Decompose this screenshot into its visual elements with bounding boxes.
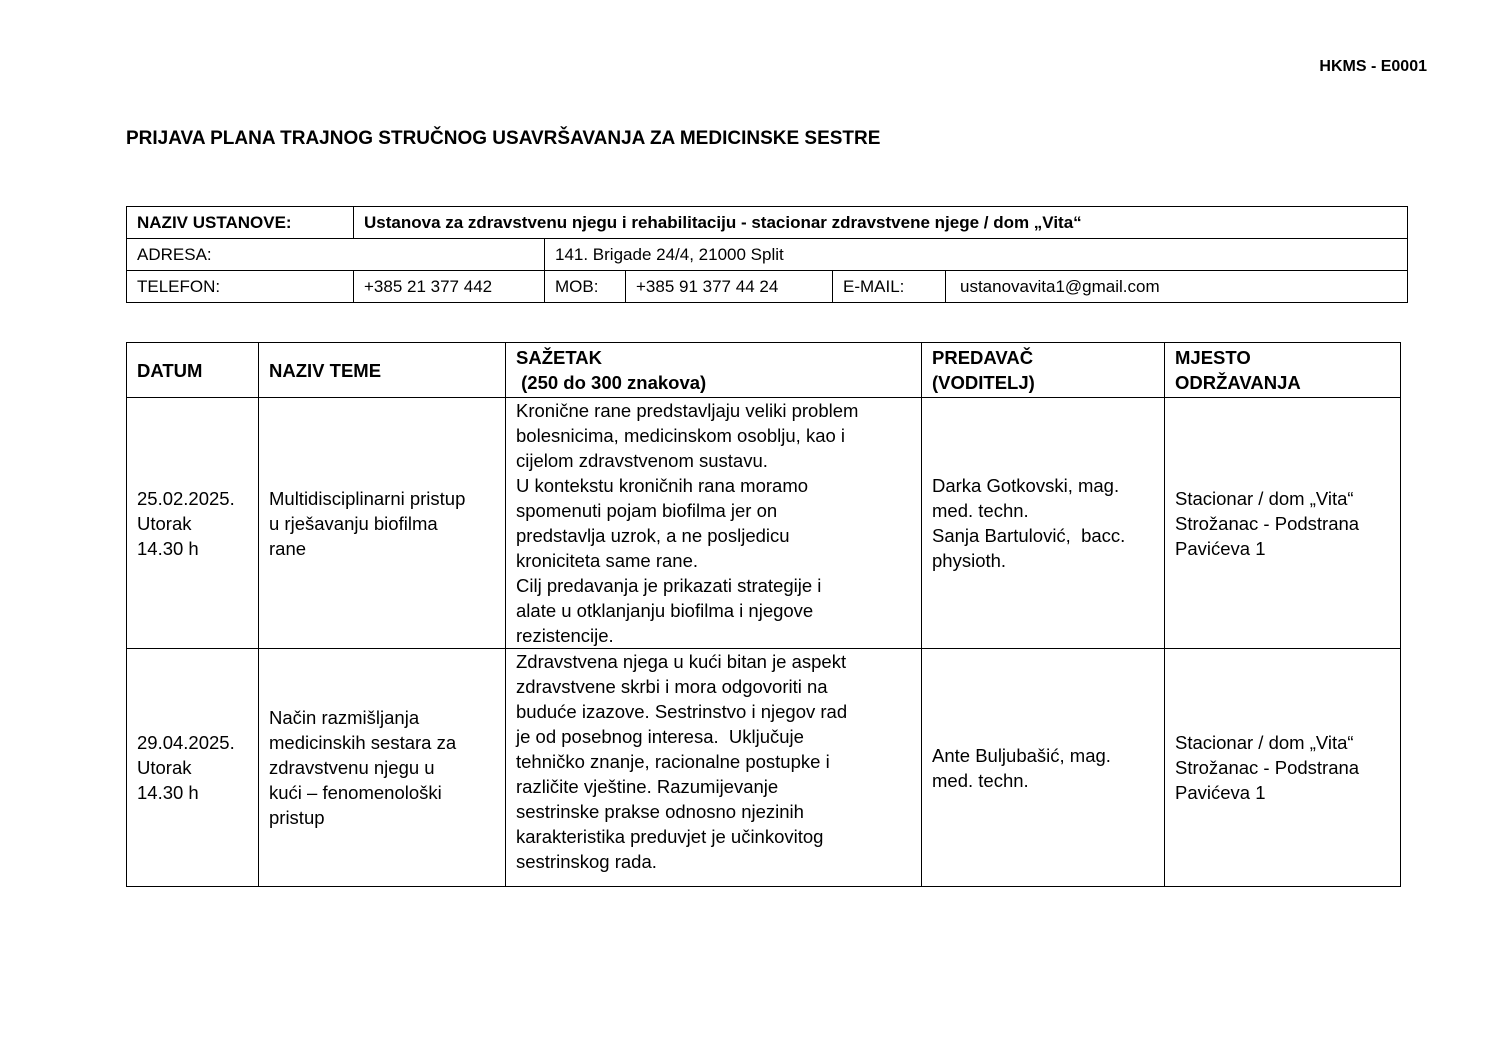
institution-name-row bbox=[127, 207, 1408, 239]
institution-name-value: Ustanova za zdravstvenu njegu i rehabilitaciju - stacionar zdravstvene njege / dom „Vita“ bbox=[354, 207, 1408, 239]
phone-value: +385 21 377 442 bbox=[354, 271, 545, 303]
plan-row bbox=[127, 649, 1401, 887]
summary-line: alate u otklanjanju biofilma i njegove bbox=[516, 600, 814, 621]
topic-line: u rješavanju biofilma bbox=[269, 512, 438, 534]
phone-label: TELEFON: bbox=[127, 271, 354, 303]
topic-line: medicinskih sestara za bbox=[269, 732, 457, 753]
mob-label: MOB: bbox=[545, 271, 626, 303]
header-place-line2: ODRŽAVANJA bbox=[1175, 372, 1301, 393]
email-label: E-MAIL: bbox=[833, 271, 946, 303]
summary-line: rezistencije. bbox=[516, 625, 614, 646]
lecturer-cell bbox=[922, 398, 1165, 649]
summary-line: bolesnicima, medicinskom osoblju, kao i bbox=[516, 425, 846, 446]
topic-line: pristup bbox=[269, 807, 325, 828]
date-line: 29.04.2025. bbox=[137, 732, 235, 753]
plan-row bbox=[127, 398, 1401, 649]
email-value: ustanovavita1@gmail.com bbox=[946, 271, 1408, 303]
summary-line: karakteristika preduvjet je učinkovitog bbox=[516, 826, 824, 847]
place-line: Stacionar / dom „Vita“ bbox=[1175, 732, 1354, 753]
header-summary-line1: SAŽETAK bbox=[516, 347, 602, 368]
header-summary bbox=[506, 343, 922, 398]
summary-line: sestrinskog rada. bbox=[516, 851, 657, 872]
header-topic: NAZIV TEME bbox=[259, 343, 506, 398]
document-code: HKMS - E0001 bbox=[1319, 58, 1427, 75]
address-value: 141. Brigade 24/4, 21000 Split bbox=[545, 239, 1408, 271]
place-line: Stacionar / dom „Vita“ bbox=[1175, 487, 1354, 509]
lecturer-line: Sanja Bartulović, bacc. bbox=[932, 525, 1126, 546]
place-line: Strožanac - Podstrana bbox=[1175, 512, 1360, 534]
summary-cell bbox=[506, 649, 922, 887]
summary-line: predstavlja uzrok, a ne posljedicu bbox=[516, 525, 790, 546]
lecturer-line: Darka Gotkovski, mag. bbox=[932, 475, 1120, 496]
summary-line: tehničko znanje, racionalne postupke i bbox=[516, 751, 830, 772]
place-line: Pavićeva 1 bbox=[1175, 537, 1266, 559]
address-label: ADRESA: bbox=[127, 239, 545, 271]
place-cell bbox=[1165, 398, 1401, 649]
time-line: 14.30 h bbox=[137, 537, 199, 559]
page-title: PRIJAVA PLANA TRAJNOG STRUČNOG USAVRŠAVANJA ZA MEDICINSKE SESTRE bbox=[126, 128, 881, 149]
lecturer-line: Ante Buljubašić, mag. bbox=[932, 744, 1111, 766]
lecturer-line: physioth. bbox=[932, 550, 1007, 571]
summary-line: U kontekstu kroničnih rana moramo bbox=[516, 475, 809, 496]
day-line: Utorak bbox=[137, 757, 192, 778]
lecturer-line: med. techn. bbox=[932, 500, 1029, 521]
topic-line: Multidisciplinarni pristup bbox=[269, 487, 466, 509]
place-line: Pavićeva 1 bbox=[1175, 782, 1266, 803]
date-cell bbox=[127, 649, 259, 887]
institution-table bbox=[126, 206, 1408, 303]
summary-cell bbox=[506, 398, 922, 649]
day-line: Utorak bbox=[137, 512, 192, 534]
header-lecturer-line2: (VODITELJ) bbox=[932, 372, 1035, 393]
education-plan-table bbox=[126, 342, 1401, 887]
summary-line: je od posebnog interesa. Uključuje bbox=[516, 726, 804, 747]
summary-line: zdravstvene skrbi i mora odgovoriti na bbox=[516, 676, 828, 697]
summary-line: spomenuti pojam biofilma jer on bbox=[516, 500, 778, 521]
summary-line: Zdravstvena njega u kući bitan je aspekt bbox=[516, 651, 847, 672]
topic-cell bbox=[259, 649, 506, 887]
header-lecturer bbox=[922, 343, 1165, 398]
summary-line: različite vještine. Razumijevanje bbox=[516, 776, 779, 797]
summary-line: Cilj predavanja je prikazati strategije i bbox=[516, 575, 822, 596]
header-place-line1: MJESTO bbox=[1175, 347, 1251, 368]
place-cell bbox=[1165, 649, 1401, 887]
date-line: 25.02.2025. bbox=[137, 487, 235, 509]
plan-header-row bbox=[127, 343, 1401, 398]
summary-line: kroniciteta same rane. bbox=[516, 550, 699, 571]
topic-line: Način razmišljanja bbox=[269, 707, 420, 728]
header-summary-line2: (250 do 300 znakova) bbox=[516, 372, 707, 393]
address-row bbox=[127, 239, 1408, 271]
topic-cell bbox=[259, 398, 506, 649]
place-line: Strožanac - Podstrana bbox=[1175, 757, 1360, 778]
lecturer-line: med. techn. bbox=[932, 769, 1029, 791]
header-place bbox=[1165, 343, 1401, 398]
lecturer-cell bbox=[922, 649, 1165, 887]
contact-row bbox=[127, 271, 1408, 303]
institution-name-label: NAZIV USTANOVE: bbox=[127, 207, 354, 239]
summary-line: buduće izazove. Sestrinstvo i njegov rad bbox=[516, 701, 848, 722]
header-date: DATUM bbox=[127, 343, 259, 398]
date-cell bbox=[127, 398, 259, 649]
summary-line: cijelom zdravstvenom sustavu. bbox=[516, 450, 768, 471]
time-line: 14.30 h bbox=[137, 782, 199, 803]
header-lecturer-line1: PREDAVAČ bbox=[932, 347, 1034, 368]
topic-line: kući – fenomenološki bbox=[269, 782, 442, 803]
summary-line: Kronične rane predstavljaju veliki problem bbox=[516, 400, 859, 421]
topic-line: rane bbox=[269, 537, 307, 559]
summary-line: sestrinske prakse odnosno njezinih bbox=[516, 801, 804, 822]
mob-value: +385 91 377 44 24 bbox=[626, 271, 833, 303]
topic-line: zdravstvenu njegu u bbox=[269, 757, 435, 778]
